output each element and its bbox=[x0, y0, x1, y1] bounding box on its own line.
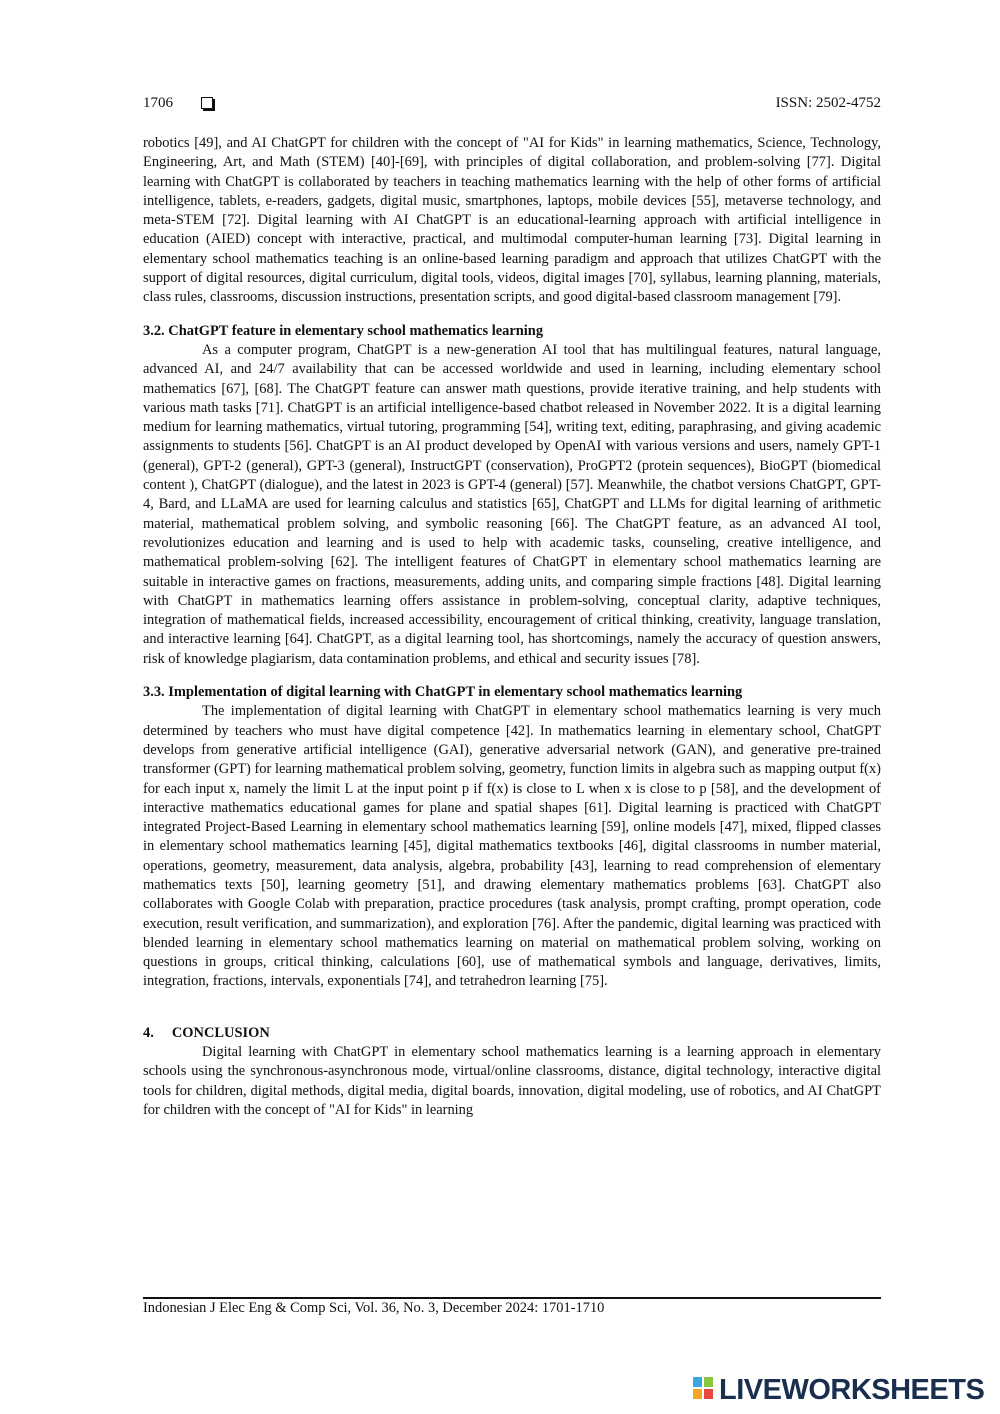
intro-paragraph: robotics [49], and AI ChatGPT for children with the concept of "AI for Kids" in learning mathematics, Science, Technology, Engineering, Art, and Math (STEM) [40]-[69], with principles of digital collaboration, and problem-solving [77]. Digital learning with ChatGPT is collaborated by teachers in teaching mathematics learning with the help of other forms of artificial intelligence, tablets, e-readers, gadgets, digital music, smartphones, laptops, mobile devices [55], metaverse technology, and meta-STEM [72]. Digital learning with AI ChatGPT is an educational-learning approach with artificial intelligence in education (AIED) concept with interactive, practical, and multimodal computer-human learning [73]. Digital learning in elementary school mathematics teaching is an online-based learning paradigm and approach that utilizes ChatGPT with the support of digital resources, digital curriculum, digital tools, videos, digital images [70], syllabus, learning planning, materials, class rules, classrooms, discussion instructions, presentation scripts, and good digital-based classroom management [79]. bbox=[143, 135, 881, 306]
footer-divider bbox=[143, 1297, 881, 1299]
article-body bbox=[143, 134, 881, 1120]
logo-grid-icon bbox=[693, 1377, 715, 1401]
section-3-3-paragraph: The implementation of digital learning with ChatGPT in elementary school mathematics learning is very much determined by teachers who must have digital competence [42]. In mathematics learning in elementary school, ChatGPT develops from generative artificial intelligence (GAI), generative adversarial network (GAN), and generative pre-trained transformer (GPT) for learning mathematical problem solving, geometry, function limits in algebra such as mapping output f(x) for each input x, namely the limit L at the input point p if f(x) is close to L when x is close to p [58], and the development of interactive mathematics educational games for plane and spatial shapes [61]. Digital learning is practiced with ChatGPT integrated Project-Based Learning in elementary school mathematics learning [59], online models [47], mixed, flipped classes in elementary school mathematics learning [45], digital mathematics textbooks [46], digital classrooms in number material, operations, geometry, measurement, data analysis, algebra, probability [43], learning to read comprehension of elementary mathematics texts [50], learning geometry [51], and drawing elementary mathematics problems [63]. ChatGPT also collaborates with Google Colab with preparation, practice procedures (task analysis, prompt crafting, prompt operation, code execution, result verification, and summarization), and exploration [76]. After the pandemic, digital learning was practiced with blended learning in elementary school mathematics learning on material on mathematical problem solving, working on questions in groups, critical thinking, calculations [60], use of mathematical symbols and language, derivatives, limits, integration, fractions, intervals, exponentials [74], and tetrahedron learning [75]. bbox=[143, 703, 881, 990]
issn-label: ISSN: 2502-4752 bbox=[775, 95, 881, 111]
logo-wordmark: LIVEWORKSHEETS bbox=[719, 1374, 985, 1406]
page-number: 1706 bbox=[143, 95, 173, 111]
section-4-heading: 4. CONCLUSION bbox=[143, 1024, 270, 1041]
footer-citation: Indonesian J Elec Eng & Comp Sci, Vol. 36, No. 3, December 2024: 1701-1710 bbox=[143, 1300, 605, 1316]
square-box-icon bbox=[201, 97, 213, 109]
page-header bbox=[143, 95, 881, 117]
section-3-3-heading: 3.3. Implementation of digital learning with ChatGPT in elementary school mathematics learning bbox=[143, 684, 743, 701]
section-3-2-heading: 3.2. ChatGPT feature in elementary school mathematics learning bbox=[143, 322, 544, 339]
section-4-paragraph: Digital learning with ChatGPT in elementary school mathematics learning is a learning approach in elementary schools using the synchronous-asynchronous mode, virtual/online classrooms, distance, digital technology, interactive digital tools for children, digital methods, digital media, digital boards, innovation, digital modeling, use of robotics, and AI ChatGPT for children with the concept of "AI for Kids" in learning bbox=[143, 1044, 881, 1118]
section-3-2-paragraph: As a computer program, ChatGPT is a new-generation AI tool that has multilingual features, natural language, advanced AI, and 24/7 availability that can be accessed worldwide and used in learning, including elementary school mathematics [67], [68]. The ChatGPT feature can answer math questions, provide iterative training, and help students with various math tasks [71]. ChatGPT is an artificial intelligence-based chatbot released in November 2022. It is a digital learning medium for learning mathematics, virtual tutoring, programming [54], writing text, editing, paraphrasing, and giving academic assignments to students [56]. ChatGPT is an AI product developed by OpenAI with various versions and users, namely GPT-1 (general), GPT-2 (general), GPT-3 (general), InstructGPT (conservation), ProGPT2 (protein sequences), BioGPT (biomedical content ), ChatGPT (dialogue), and the latest in 2023 is GPT-4 (general) [57]. Meanwhile, the chatbot versions ChatGPT, GPT-4, Bard, and LLaMA are used for learning calculus and statistics [65], ChatGPT and LLMs for digital learning of arithmetic material, mathematical problem solving, and symbolic reasoning [66]. The ChatGPT feature, as an advanced AI tool, revolutionizes education and learning and is used to help with academic tasks, counseling, creative intelligence, and mathematical problem-solving [62]. The intelligent features of ChatGPT in elementary school mathematics learning are suitable in interactive games on fractions, measurements, adding units, and comparing simple fractions [48]. Digital learning with ChatGPT in mathematics learning offers assistance in problem-solving, conceptual clarity, adaptive techniques, integration of mathematical fields, increased accessibility, encouragement of critical thinking, creativity, language translation, and interactive learning [64]. ChatGPT, as a digital learning tool, has shortcomings, namely the accuracy of question answers, risk of knowledge plagiarism, data contamination problems, and ethical and security issues [78]. bbox=[143, 341, 881, 667]
